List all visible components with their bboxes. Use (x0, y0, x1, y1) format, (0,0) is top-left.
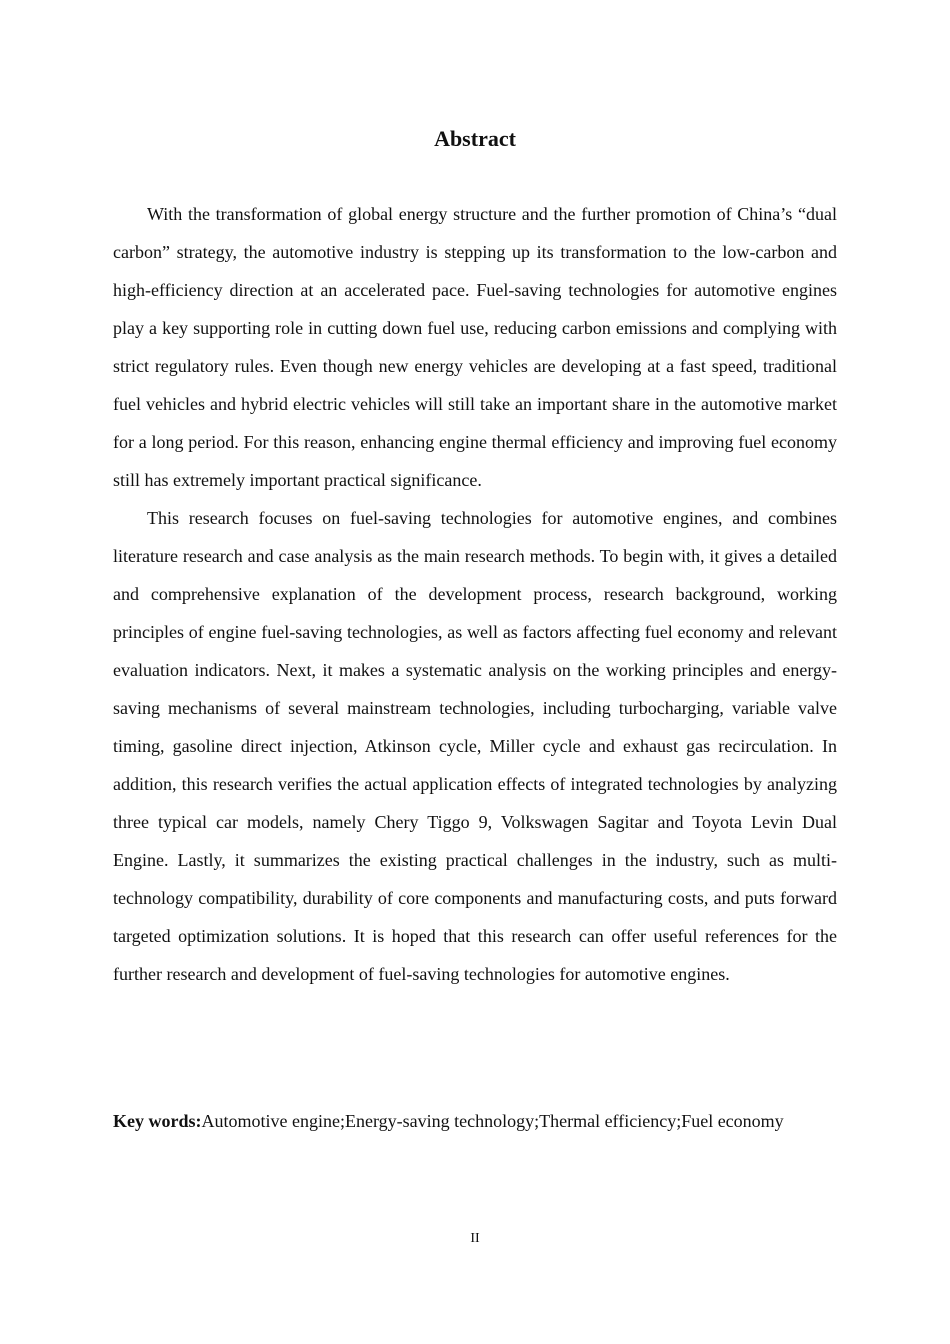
abstract-paragraph-1: With the transformation of global energy structure and the further promotion of China’s “dual carbon” strategy, the automotive industry is stepping up its transformation to the low-carbon and high-efficiency direction at an accelerated pace. Fuel-saving technologies for automotive engines play a key supporting role in cutting down fuel use, reducing carbon emissions and complying with strict regulatory rules. Even though new energy vehicles are developing at a fast speed, traditional fuel vehicles and hybrid electric vehicles will still take an important share in the automotive market for a long period. For this reason, enhancing engine thermal efficiency and improving fuel economy still has extremely important practical significance. (113, 204, 837, 490)
page-number: II (470, 1231, 480, 1246)
keywords-text: Automotive engine;Energy-saving technology;Thermal efficiency;Fuel economy (201, 1111, 784, 1131)
abstract-paragraph-2: This research focuses on fuel-saving technologies for automotive engines, and combines literature research and case analysis as the main research methods. To begin with, it gives a detailed and comprehensive explanation of the development process, research background, working principles of engine fuel-saving technologies, as well as factors affecting fuel economy and relevant evaluation indicators. Next, it makes a systematic analysis on the working principles and energy-saving mechanisms of several mainstream technologies, including turbocharging, variable valve timing, gasoline direct injection, Atkinson cycle, Miller cycle and exhaust gas recirculation. In addition, this research verifies the actual application effects of integrated technologies by analyzing three typical car models, namely Chery Tiggo 9, Volkswagen Sagitar and Toyota Levin Dual Engine. Lastly, it summarizes the existing practical challenges in the industry, such as multi-technology compatibility, durability of core components and manufacturing costs, and puts forward targeted optimization solutions. It is hoped that this research can offer useful references for the further research and development of fuel-saving technologies for automotive engines. (113, 508, 837, 984)
abstract-body (113, 195, 837, 993)
keywords-line (113, 1106, 837, 1136)
keywords-label: Key words: (113, 1111, 202, 1131)
abstract-title: Abstract (434, 126, 516, 151)
